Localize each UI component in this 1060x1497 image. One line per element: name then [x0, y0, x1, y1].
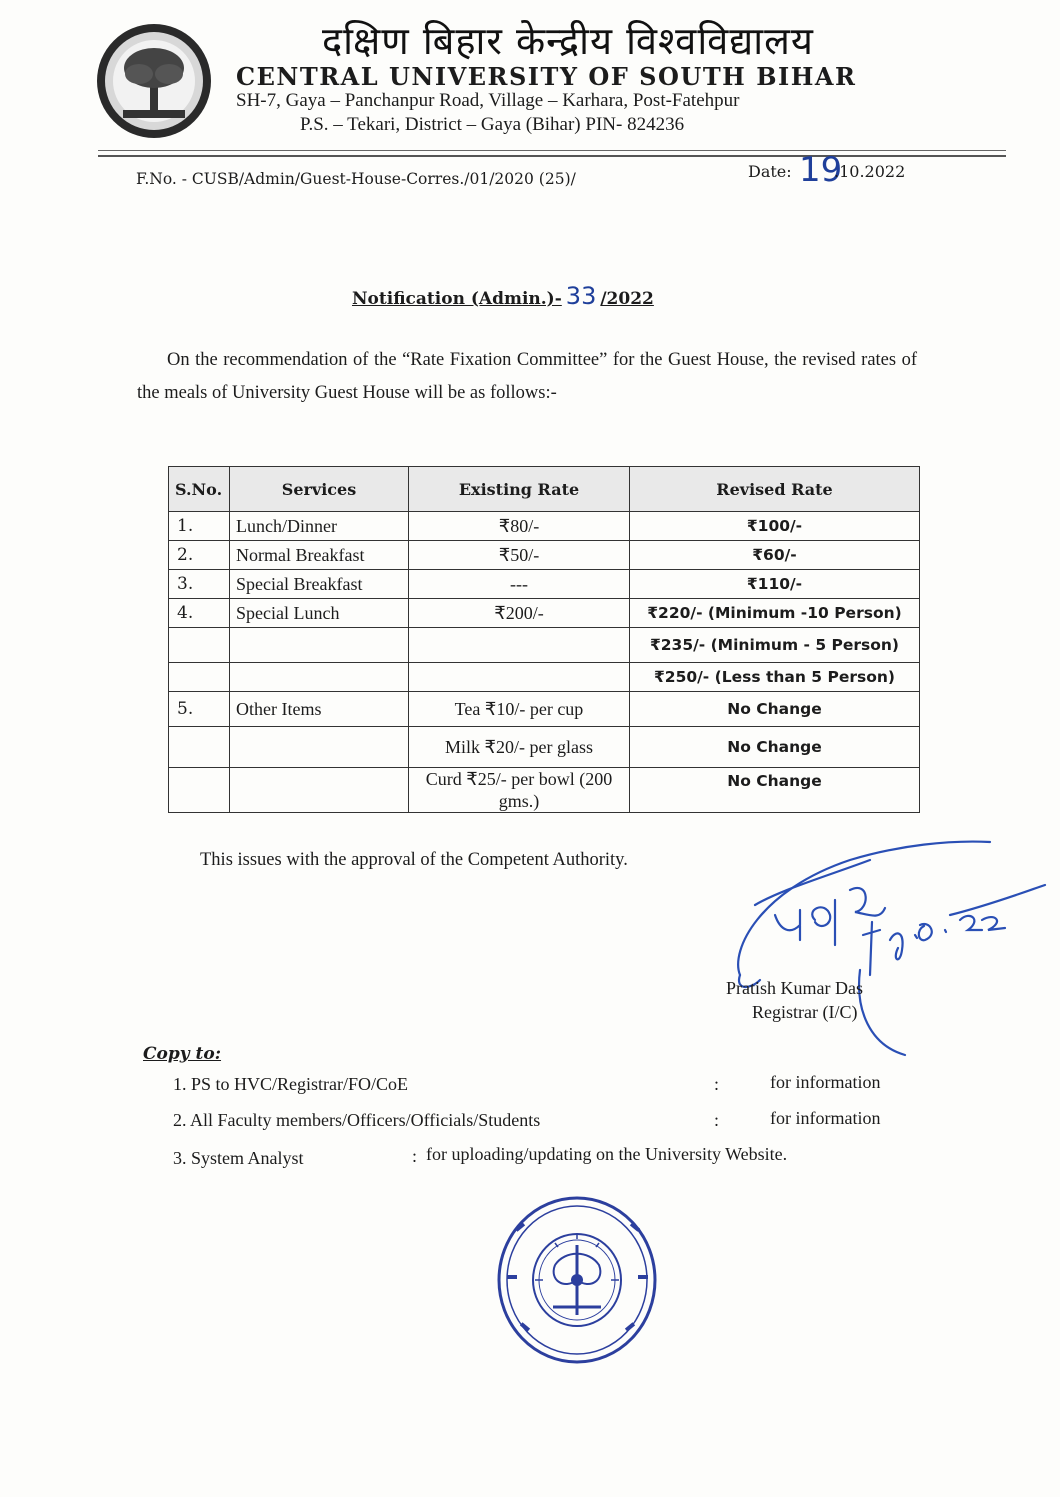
cell-service — [230, 663, 409, 692]
cell-existing: Milk ₹20/- per glass — [409, 727, 630, 768]
copy-to-colon: : — [412, 1146, 418, 1166]
date-label: Date: — [748, 162, 792, 181]
cell-revised: ₹250/- (Less than 5 Person) — [630, 663, 920, 692]
approval-statement: This issues with the approval of the Competent Authority. — [200, 850, 628, 870]
address-line-1: SH-7, Gaya – Panchanpur Road, Village – Karhara, Post-Fatehpur — [236, 90, 740, 111]
cell-sno: 2. — [169, 541, 230, 570]
intro-paragraph: On the recommendation of the “Rate Fixation Committee” for the Guest House, the revised rates of the meals of University Guest House will be as follows:- — [137, 350, 917, 403]
table-row — [169, 692, 920, 727]
copy-to-purpose: for uploading/updating on the University Website. — [426, 1144, 788, 1164]
header-sno: S.No. — [169, 467, 230, 512]
table-row — [169, 512, 920, 541]
table-row — [169, 628, 920, 663]
cell-revised: ₹60/- — [630, 541, 920, 570]
table-row — [169, 599, 920, 628]
header-services: Services — [230, 467, 409, 512]
signatory-designation: Registrar (I/C) — [752, 1002, 858, 1022]
copy-to-colon: : — [714, 1074, 720, 1094]
university-seal-stamp — [495, 1195, 660, 1365]
table-header-row — [169, 467, 920, 512]
cell-sno — [169, 663, 230, 692]
cell-existing: Curd ₹25/- per bowl (200 gms.) — [409, 768, 630, 813]
cell-existing: ₹200/- — [409, 599, 630, 628]
cell-revised: ₹220/- (Minimum -10 Person) — [630, 599, 920, 628]
file-number: F.No. - CUSB/Admin/Guest-House-Corres./01/2020 (25)/ — [136, 170, 576, 188]
cell-service — [230, 768, 409, 813]
copy-to-purpose: for information — [770, 1108, 881, 1128]
cell-revised: ₹235/- (Minimum - 5 Person) — [630, 628, 920, 663]
cell-service — [230, 628, 409, 663]
header-existing-rate: Existing Rate — [409, 467, 630, 512]
cell-existing: ₹50/- — [409, 541, 630, 570]
header-revised-rate: Revised Rate — [630, 467, 920, 512]
cell-existing — [409, 663, 630, 692]
header-divider — [98, 150, 1006, 157]
notification-number: 33 — [565, 282, 597, 310]
cell-revised: ₹110/- — [630, 570, 920, 599]
cell-existing: Tea ₹10/- per cup — [409, 692, 630, 727]
copy-to-item: 1. PS to HVC/Registrar/FO/CoE — [173, 1074, 409, 1094]
cell-service: Special Breakfast — [230, 570, 409, 599]
university-logo — [95, 22, 213, 140]
date-month-year: .10.2022 — [834, 162, 906, 181]
cell-service — [230, 727, 409, 768]
cell-revised: No Change — [630, 692, 920, 727]
cell-service: Special Lunch — [230, 599, 409, 628]
table-row — [169, 541, 920, 570]
table-row — [169, 663, 920, 692]
signatory-name: Pratish Kumar Das — [726, 978, 863, 998]
university-name-english: CENTRAL UNIVERSITY OF SOUTH BIHAR — [236, 62, 857, 91]
title-prefix: Notification (Admin.)- — [352, 289, 562, 309]
rates-table — [168, 466, 920, 813]
cell-sno: 4. — [169, 599, 230, 628]
cell-service: Normal Breakfast — [230, 541, 409, 570]
cell-existing: --- — [409, 570, 630, 599]
cell-existing: ₹80/- — [409, 512, 630, 541]
table-row — [169, 768, 920, 813]
cell-revised: No Change — [630, 768, 920, 813]
copy-to-heading: Copy to: — [143, 1044, 222, 1064]
cell-sno: 5. — [169, 692, 230, 727]
copy-to-item: 3. System Analyst — [173, 1148, 304, 1168]
cell-revised: No Change — [630, 727, 920, 768]
cell-service: Lunch/Dinner — [230, 512, 409, 541]
cell-sno — [169, 727, 230, 768]
address-line-2: P.S. – Tekari, District – Gaya (Bihar) PIN- 824236 — [300, 114, 685, 135]
title-suffix: /2022 — [600, 289, 654, 309]
table-row — [169, 727, 920, 768]
copy-to-item: 2. All Faculty members/Officers/Officials/Students — [173, 1110, 541, 1130]
cell-sno — [169, 628, 230, 663]
copy-to-purpose: for information — [770, 1072, 881, 1092]
cell-sno — [169, 768, 230, 813]
cell-sno: 3. — [169, 570, 230, 599]
university-name-hindi: दक्षिण बिहार केन्द्रीय विश्वविद्यालय — [322, 19, 814, 63]
date-day-handwritten: 19 — [799, 150, 843, 190]
cell-service: Other Items — [230, 692, 409, 727]
cell-revised: ₹100/- — [630, 512, 920, 541]
copy-to-colon: : — [714, 1110, 720, 1130]
handwritten-signature — [720, 830, 1050, 1070]
notification-title — [352, 282, 654, 310]
table-row — [169, 570, 920, 599]
cell-existing — [409, 628, 630, 663]
cell-sno: 1. — [169, 512, 230, 541]
